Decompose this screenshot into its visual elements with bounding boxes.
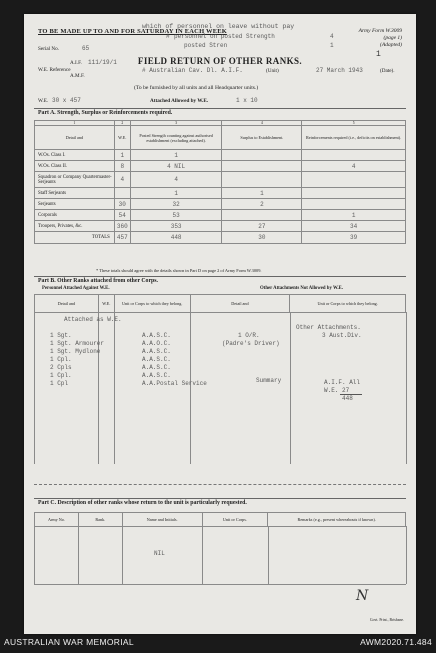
form-paper [24,14,416,634]
row-label: Troopers, Privates, &c. [35,221,115,232]
cell-posted: 32 [130,199,222,210]
attached-line: Attached as W.E. [64,316,122,323]
total-we: 457 [114,232,130,244]
header-reinforcements: Reinforcements required (i.e., deficits on establishment). [302,126,406,150]
cell-reinforcements: 34 [302,221,406,232]
part-c-line [202,526,203,584]
table-row [35,188,406,199]
serial-label: Serial No. [38,46,60,52]
cell-reinforcements [302,172,406,188]
amf-label: A.M.F. [70,73,85,79]
list-item: A.A.S.C. [142,364,171,371]
cell-posted: 353 [130,221,222,232]
attached-allowed-label: Attached Allowed by W.E. [150,98,209,104]
cell-we: 30 [114,199,130,210]
cell-surplus [222,161,302,172]
part-a-table [34,120,406,244]
summary-label: Summary [256,377,282,384]
list-item: 3 Aust.Div. [322,332,362,339]
date-label: (Date). [380,68,395,74]
part-c-header-table [34,512,406,527]
list-item: 1 Cpl. [50,372,72,379]
header-posted: Posted Strength counting against authorised establishment (excluding attached). [130,126,222,150]
cell-surplus [222,172,302,188]
part-b-header-unit: Unit or Corps to which they belong. [114,295,190,313]
row-label: Corporals [35,210,115,221]
list-item: A.A.Postal Service [142,380,207,387]
cell-surplus: 2 [222,199,302,210]
summary-line: W.E. 27 [324,387,350,394]
furnished-note: (To be furnished by all units and all Headquarter units.) [134,85,259,91]
cell-reinforcements [302,188,406,199]
row-label: W.Os. Class I. [35,150,115,161]
total-posted: 448 [130,232,222,244]
part-c-header-rank: Rank. [78,513,122,527]
we-ref-label: W.E. Reference [38,67,71,73]
list-item: A.A.S.C. [142,348,171,355]
col-num-4: 4 [222,121,302,126]
part-b-line [406,312,407,464]
list-item: A.A.S.C. [142,356,171,363]
serial-value: 65 [82,45,90,52]
part-b-line [114,312,115,464]
table-row [35,161,406,172]
part-b-header-we: W.E. [98,295,114,313]
rule-part-b [34,276,406,277]
part-c-line [78,526,79,584]
part-b-header-other-unit: Unit or Corps to which they belong. [290,295,406,313]
part-b-line [290,312,291,464]
part-b-line [98,312,99,464]
list-item: (Padre's Driver) [222,340,280,347]
part-b-line [190,312,191,464]
stamp-line-3: posted Stren [184,42,228,49]
row-label: Staff Serjeants [35,188,115,199]
part-b-header-detail: Detail and [35,295,99,313]
part-b-left-heading: Personnel Attached Against W.E. [42,286,110,291]
cell-posted: 1 [130,150,222,161]
col-num-5: 5 [302,121,406,126]
list-item: 1 Sgt. Armourer [50,340,105,347]
form-number-text: Army Form W.3009 [358,28,402,34]
part-c-nil: NIL [154,550,165,557]
rule-part-a [34,108,406,109]
stamp-num-1: 4 [330,33,334,40]
part-c-line [406,526,407,584]
we-label: W.E. [38,98,49,104]
cell-we: 360 [114,221,130,232]
part-c-header-unit: Unit or Corps. [202,513,268,527]
part-c-title: Part C. Description of other ranks whose return to the unit is particularly requested. [38,500,247,506]
row-label: Squadron or Company Quartermaster-Serjeants [35,172,115,188]
part-c-line [268,526,269,584]
totals-row [35,232,406,244]
date-value: 27 March 1943 [316,67,363,74]
part-b-header-other-detail: Detail and [190,295,290,313]
printer-note: Govt. Print., Brisbane. [369,618,404,622]
cell-surplus: 27 [222,221,302,232]
part-a-title: Part A. Strength, Surplus or Reinforcements required. [38,110,173,116]
cell-we: 54 [114,210,130,221]
list-item: A.A.O.C. [142,340,171,347]
part-c-line [122,526,123,584]
table-row [35,172,406,188]
cell-posted: 1 [130,188,222,199]
row-label: W.Os. Class II. [35,161,115,172]
unit-value: # Australian Cav. Dl. A.I.F. [142,67,243,74]
table-row [35,210,406,221]
cell-surplus: 1 [222,188,302,199]
form-title: FIELD RETURN OF OTHER RANKS. [137,56,303,66]
part-b-right-heading: Other Attachments Not Allowed by W.E. [260,286,343,291]
table-row [35,150,406,161]
form-header: TO BE MADE UP TO AND FOR SATURDAY IN EACH WEEK [38,28,228,35]
archive-caption-left: AUSTRALIAN WAR MEMORIAL [4,637,134,647]
table-row [35,199,406,210]
aif-value: 111/19/1 [88,59,117,66]
table-row [35,221,406,232]
part-c-header-army-no: Army No. [35,513,79,527]
part-a-footnote: * These totals should agree with the details shown in Part D on page 2 of Army Form W.3009. [96,268,262,273]
stamp-num-2: 1 [330,42,334,49]
cell-we: 4 [114,172,130,188]
list-item: 1 Cpl. [50,356,72,363]
summary-line: 448 [342,395,353,402]
total-surplus: 30 [222,232,302,244]
stamp-line-2: personnel on posted Strength [174,33,275,40]
list-item: A.A.S.C. [142,372,171,379]
cell-reinforcements [302,150,406,161]
part-c-header-remarks: Remarks (e.g., present whereabouts if known). [268,513,406,527]
stamp-line-1: which of personnel on leave without pay [142,23,295,30]
aif-label: A.I.F. [70,60,82,66]
cell-surplus [222,150,302,161]
header-we: W.E. [114,126,130,150]
header-surplus: Surplus to Establishment. [222,126,302,150]
fold-line [34,484,406,485]
list-item: 2 Cpls [50,364,72,371]
cell-posted: 4 [130,172,222,188]
part-c-bottom-line [34,584,406,585]
stamp-mark: # [166,33,170,40]
part-b-line [34,312,35,464]
cell-posted: 4 NIL [130,161,222,172]
part-b-title: Part B. Other Ranks attached from other Corps. [38,278,158,284]
col-num-1: 1 [35,121,115,126]
part-b-header-table [34,294,406,313]
attached-allowed-value: 1 x 10 [236,97,258,104]
summary-underline [340,394,362,395]
signature: N [356,588,369,604]
rule-part-c [34,498,406,499]
list-item: 1 Cpl [50,380,69,387]
summary-line: A.I.F. All [324,379,361,386]
list-item: 1 Sgt. [50,332,72,339]
other-attachments-line: Other Attachments. [296,324,361,331]
row-label: Serjeants [35,199,115,210]
cell-surplus [222,210,302,221]
cell-reinforcements: 4 [302,161,406,172]
form-page: (page 1) [383,35,402,41]
list-item: 1 O/R. [238,332,260,339]
header-detail: Detail and [35,126,115,150]
total-reinforcements: 39 [302,232,406,244]
cell-reinforcements [302,199,406,210]
totals-label: TOTALS [35,232,115,244]
archive-caption-right: AWM2020.71.484 [360,637,432,647]
part-c-line [34,526,35,584]
list-item: A.A.S.C. [142,332,171,339]
part-c-header-name: Name and Initials. [122,513,202,527]
cell-we: 8 [114,161,130,172]
col-num-2: 2 [114,121,130,126]
list-item: 1 Sgt. Mydlone [50,348,101,355]
page-number: 1 [376,50,381,59]
form-adapted: (Adapted) [380,42,402,48]
we-value: 30 x 457 [52,97,81,104]
cell-reinforcements: 1 [302,210,406,221]
col-num-3: 3 [130,121,222,126]
unit-label: (Unit) [266,68,279,74]
cell-we [114,188,130,199]
form-number [359,28,402,49]
cell-we: 1 [114,150,130,161]
cell-posted: 53 [130,210,222,221]
